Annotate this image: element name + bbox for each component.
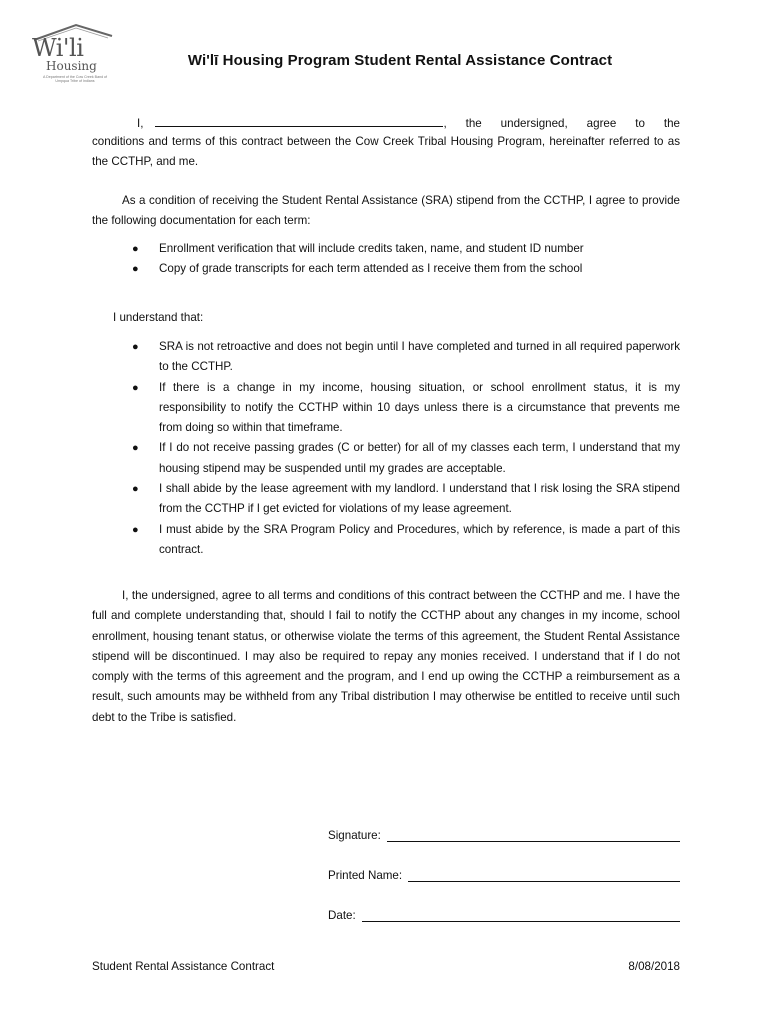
list-item: ● Enrollment verification that will include credits taken, name, and student ID number: [92, 239, 680, 259]
bullet-icon: ●: [132, 523, 139, 536]
date-label: Date:: [328, 909, 356, 922]
intro-after-blank: , the undersigned, agree to the: [443, 117, 680, 130]
logo-wordmark: Wi'li: [32, 34, 84, 62]
bullet-icon: ●: [132, 243, 139, 255]
bullet-icon: ●: [132, 442, 139, 455]
list-item: ● If there is a change in my income, housing situation, or school enrollment status, it is my responsibility to notify the CCTHP within 10 days unless there is a circumstance that prevents me from doing so within that timeframe.: [92, 378, 680, 439]
bullet-icon: ●: [132, 483, 139, 496]
understand-list: [92, 337, 680, 560]
signature-row: [328, 829, 680, 842]
understand-heading: I understand that:: [113, 311, 204, 324]
printed-name-label: Printed Name:: [328, 869, 403, 882]
bullet-icon: ●: [132, 341, 139, 353]
signature-field[interactable]: [387, 829, 680, 842]
agreement-paragraph: I, the undersigned, agree to all terms and conditions of this contract between the CCTHP and me. I have the full and complete understanding that, should I fail to notify the CCTHP about any changes in my income, school enrollment, housing tenant status, or otherwise violate the terms of this agreement, the Student Rental Assistance stipend will be discontinued. I may also be required to repay any monies received. I understand that if I do not comply with the terms of this agreement and the program, and I end up owing the CCTHP a reimbursement as a result, such amounts may be withheld from any Tribal distribution I may otherwise be entitled to receive until such debt to the Tribe is satisfied.: [92, 589, 680, 724]
printed-name-row: [328, 869, 680, 882]
name-blank-line[interactable]: [155, 112, 443, 127]
intro-first-line: [92, 112, 680, 134]
wili-housing-logo: [28, 22, 114, 88]
document-title: Wi'lī Housing Program Student Rental Assistance Contract: [187, 52, 613, 69]
intro-lead: I,: [137, 117, 144, 130]
list-item: ● I must abide by the SRA Program Policy and Procedures, which by reference, is made a part of this contract.: [92, 520, 680, 561]
list-item: ● If I do not receive passing grades (C or better) for all of my classes each term, I understand that my housing stipend may be suspended until my grades are acceptable.: [92, 438, 680, 479]
date-row: [328, 909, 680, 922]
list-item: ● I shall abide by the lease agreement with my landlord. I understand that I risk losing the SRA stipend from the CCTHP if I get evicted for violations of my lease agreement.: [92, 479, 680, 520]
footer-date: 8/08/2018: [628, 960, 680, 973]
bullet-icon: ●: [132, 263, 139, 276]
printed-name-field[interactable]: [408, 869, 680, 882]
documentation-list: [92, 239, 680, 280]
list-item: ● Copy of grade transcripts for each term attended as I receive them from the school: [92, 259, 680, 279]
signature-label: Signature:: [328, 829, 381, 842]
logo-subtitle: Housing: [46, 59, 97, 73]
condition-text: As a condition of receiving the Student Rental Assistance (SRA) stipend from the CCTHP, I agree to provide the following documentation for each term:: [92, 194, 680, 228]
logo-tagline: A Department of the Cow Creek Band of Umpqua Tribe of Indians: [42, 75, 108, 84]
footer-document-name: Student Rental Assistance Contract: [92, 960, 275, 973]
date-field[interactable]: [362, 909, 680, 922]
intro-rest: conditions and terms of this contract between the Cow Creek Tribal Housing Program, hereinafter referred to as the CCTHP, and me.: [92, 135, 680, 169]
page-footer: [92, 960, 680, 973]
bullet-icon: ●: [132, 381, 139, 394]
list-item: ● SRA is not retroactive and does not begin until I have completed and turned in all required paperwork to the CCTHP.: [92, 337, 680, 378]
